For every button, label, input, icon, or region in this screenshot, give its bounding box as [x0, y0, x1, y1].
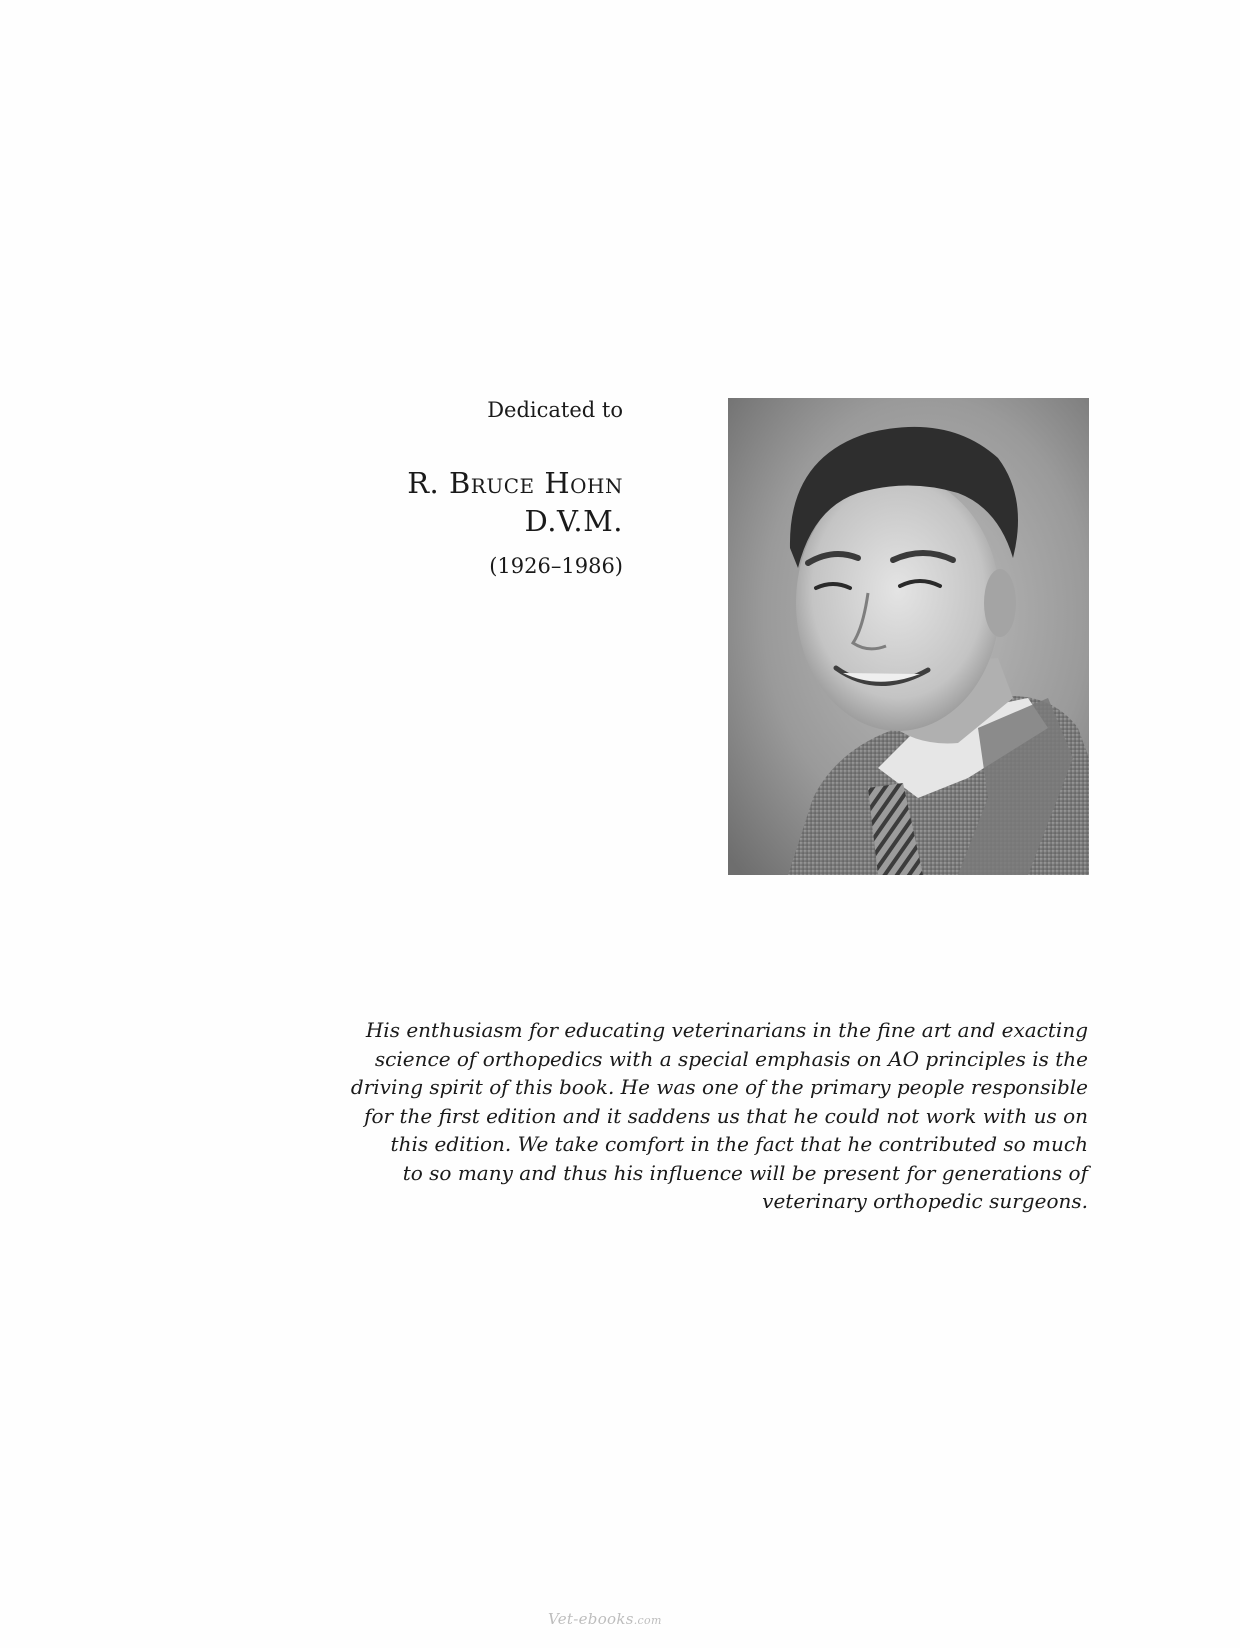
name-first: Bruce: [449, 466, 535, 500]
portrait-photo-icon: [728, 398, 1089, 875]
portrait-photo: [728, 398, 1089, 875]
tribute-line: this edition. We take comfort in the fact that he contributed so much: [390, 1132, 1088, 1156]
watermark-suffix: .com: [633, 1614, 662, 1627]
watermark-main: Vet-ebooks: [548, 1610, 634, 1628]
tribute-line: science of orthopedics with a special emphasis on AO principles is the: [374, 1046, 1088, 1071]
tribute-line: for the first edition and it saddens us that he could not work with us on: [364, 1103, 1088, 1128]
dedicatee-degree: D.V.M.: [524, 504, 623, 538]
dedicatee-years: (1926–1986): [489, 554, 623, 578]
tribute-line: to so many and thus his influence will be present for generations of: [402, 1160, 1088, 1185]
dedication-block: [407, 398, 623, 578]
watermark-logo: [548, 1610, 662, 1628]
tribute-line: veterinary orthopedic surgeons.: [762, 1189, 1088, 1213]
tribute-line: driving spirit of this book. He was one of the primary people responsible: [350, 1075, 1088, 1099]
dedicated-to-label: Dedicated to: [487, 398, 623, 422]
name-initial: R.: [407, 466, 440, 500]
tribute-line: His enthusiasm for educating veterinarians in the fine art and exacting: [365, 1018, 1088, 1042]
dedicatee-name: [407, 464, 623, 502]
name-last: Hohn: [544, 466, 623, 500]
tribute-paragraph: [328, 1016, 1088, 1216]
